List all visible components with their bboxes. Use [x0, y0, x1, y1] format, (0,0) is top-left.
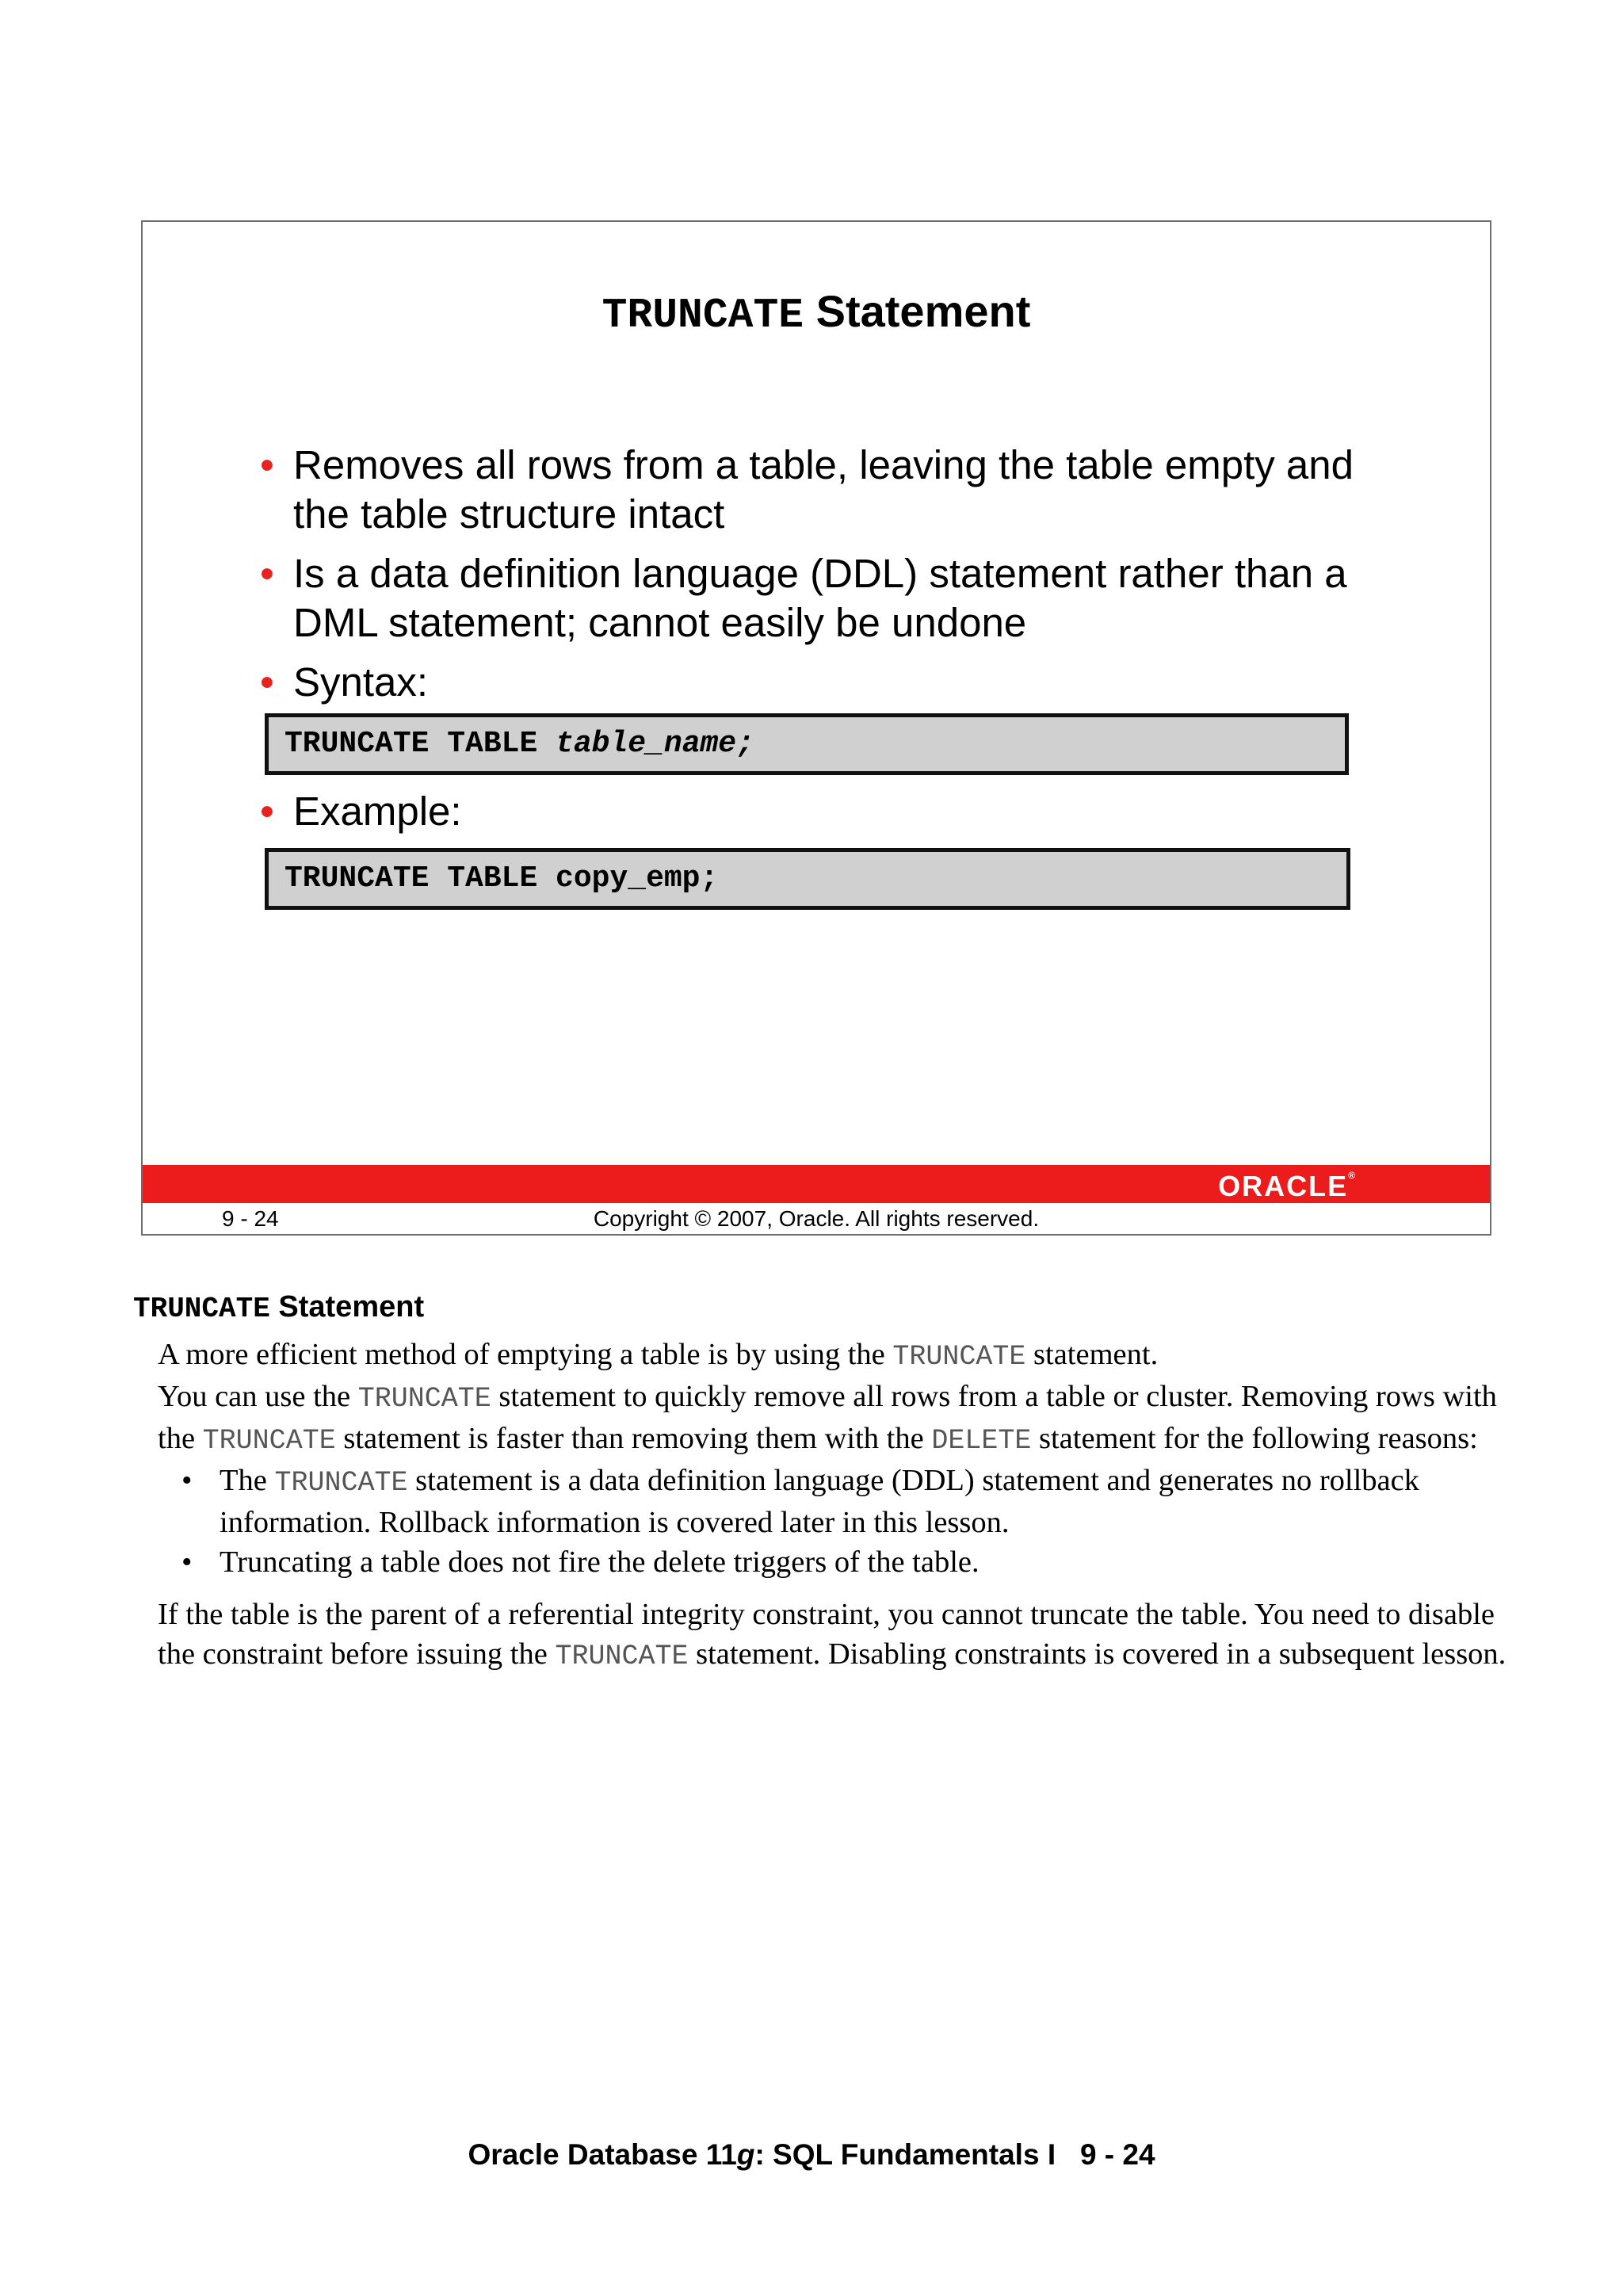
bullet-icon: • — [260, 659, 274, 705]
notes-heading — [133, 1290, 424, 1325]
notes-list — [158, 1461, 1521, 1582]
example-code-box — [265, 848, 1350, 910]
notes-paragraph: If the table is the parent of a referential integrity constraint, you cannot truncate the table. You need to disable the constraint before issuing the TRUNCATE statement. Disabling constraints is covered in a subsequent lesson. — [158, 1598, 1507, 1672]
syntax-placeholder: table_name; — [556, 727, 754, 761]
notes-heading-code: TRUNCATE — [133, 1293, 270, 1325]
slide-page-number: 9 - 24 — [222, 1206, 279, 1231]
example-code: TRUNCATE TABLE copy_emp; — [285, 861, 719, 896]
slide-bullet-text: Example: — [293, 789, 462, 834]
slide — [141, 220, 1491, 1236]
slide-title-code: TRUNCATE — [601, 292, 804, 339]
bullet-icon: • — [260, 551, 274, 596]
slide-bullet — [260, 787, 1385, 836]
notes-paragraph: A more efficient method of emptying a table is by using the TRUNCATE statement. — [158, 1338, 1159, 1373]
logo-mark: ® — [1348, 1170, 1355, 1181]
oracle-logo-text: ORACLE — [1218, 1170, 1349, 1202]
list-bullet-icon: • — [181, 1545, 193, 1579]
list-item: • The TRUNCATE statement is a data definition language (DDL) statement and generates no rollback information. Rollback information is covered later in this lesson. — [158, 1461, 1521, 1542]
bullet-icon: • — [260, 442, 274, 487]
slide-bullet — [260, 549, 1385, 648]
list-item: • Truncating a table does not fire the delete triggers of the table. — [158, 1542, 1521, 1582]
red-footer-bar — [143, 1165, 1490, 1203]
notes-paragraph: You can use the TRUNCATE statement to quickly remove all rows from a table or cluster. Removing rows with the TRUNCATE statement is faster than removing them with the DELETE statement for the following reasons: — [158, 1380, 1497, 1457]
slide-title — [143, 285, 1490, 339]
slide-footer — [143, 1203, 1490, 1235]
slide-bullet — [260, 658, 1385, 707]
list-bullet-icon: • — [181, 1464, 193, 1497]
bullet-icon: • — [260, 789, 274, 834]
syntax-code: TRUNCATE TABLE — [285, 727, 556, 761]
syntax-code-box — [265, 713, 1349, 775]
slide-title-text: Statement — [815, 286, 1031, 336]
page-footer: Oracle Database 11g: SQL Fundamentals I 9 - 24 — [468, 2138, 1155, 2171]
slide-bullet-text: Syntax: — [293, 659, 429, 705]
slide-bullet — [260, 441, 1385, 539]
slide-bullet-text: Removes all rows from a table, leaving the table empty and the table structure intact — [293, 442, 1354, 537]
oracle-logo — [1218, 1170, 1355, 1203]
notes-body — [158, 1335, 1521, 1676]
slide-copyright: Copyright © 2007, Oracle. All rights reserved. — [593, 1206, 1040, 1231]
notes-heading-text: Statement — [278, 1290, 425, 1324]
slide-bullet-text: Is a data definition language (DDL) statement rather than a DML statement; cannot easily be undone — [293, 551, 1347, 645]
